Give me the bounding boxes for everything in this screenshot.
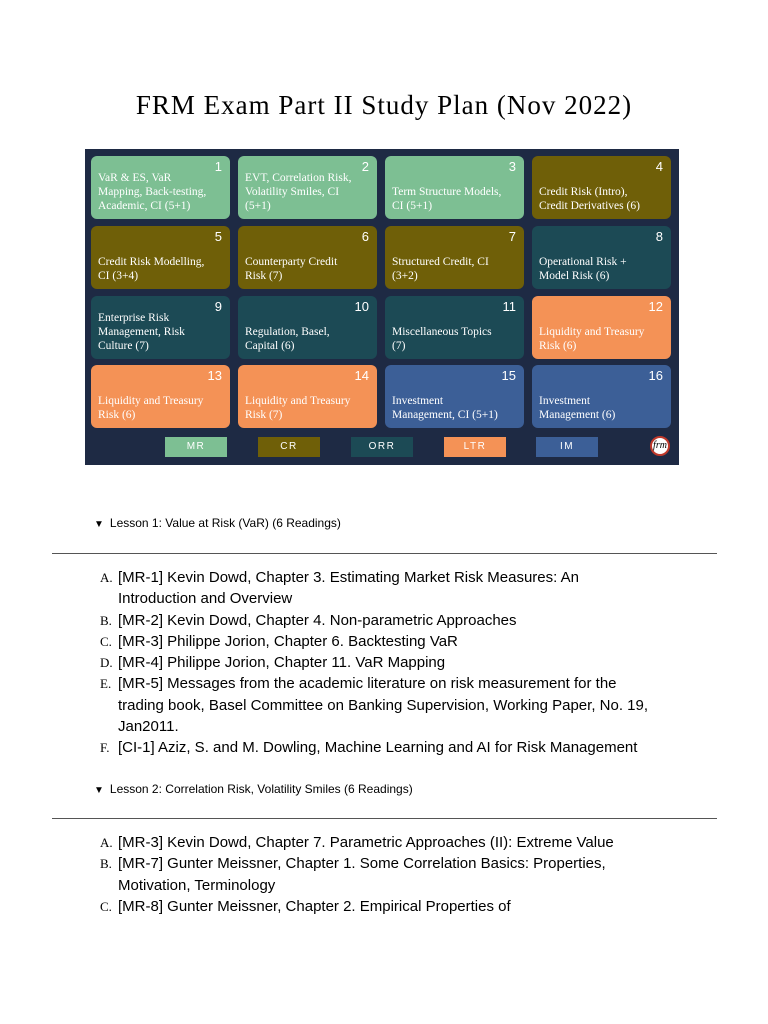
tile-label: Term Structure Models, CI (5+1) [392,186,502,212]
list-marker: A. [100,570,113,585]
legend-im: IM [536,437,598,457]
lesson-1-title: Lesson 1: Value at Risk (VaR) (6 Readings) [109,516,341,530]
reading-text: [MR-7] Gunter Meissner, Chapter 1. Some Correlation Basics: Properties, Motivation, Terminology [118,855,606,894]
lesson-1-readings [100,567,658,759]
reading-text: [MR-8] Gunter Meissner, Chapter 2. Empirical Properties of [118,897,511,915]
tile-label: Enterprise Risk Management, Risk Culture (7) [98,312,185,352]
lesson-1-heading[interactable] [94,516,341,530]
tile-6 [238,226,377,289]
reading-text: [MR-1] Kevin Dowd, Chapter 3. Estimating Market Risk Measures: An Introduction and Overview [118,569,580,608]
frm-logo-icon: frm [650,436,670,456]
list-marker: D. [100,655,113,671]
tile-number: 8 [655,229,663,244]
list-item [100,853,658,896]
tile-16 [532,365,671,428]
tile-9 [91,296,230,359]
reading-text: [CI-1] Aziz, S. and M. Dowling, Machine Learning and AI for Risk Management [118,739,638,757]
list-item [100,610,658,631]
tile-label: Investment Management (6) [539,395,616,421]
reading-text: [MR-4] Philippe Jorion, Chapter 11. VaR Mapping [118,654,446,672]
page-title: FRM Exam Part II Study Plan (Nov 2022) [135,90,633,120]
list-item [100,832,658,853]
legend-ltr: LTR [444,437,506,457]
tile-label: Structured Credit, CI (3+2) [392,256,489,282]
reading-text: [MR-3] Philippe Jorion, Chapter 6. Backtesting VaR [118,632,458,650]
lesson-2-title: Lesson 2: Correlation Risk, Volatility Smiles (6 Readings) [109,782,413,796]
legend-orr: ORR [351,437,413,457]
tile-number: 11 [502,299,516,314]
tile-label: Liquidity and Treasury Risk (6) [98,395,204,421]
legend-cr: CR [258,437,320,457]
study-plan-grid [85,149,679,465]
tile-label: Counterparty Credit Risk (7) [245,256,338,282]
tile-label: Credit Risk (Intro), Credit Derivatives (6) [539,186,640,212]
collapse-triangle-icon[interactable]: ▼ [94,519,104,530]
list-item [100,631,658,652]
tile-number: 5 [214,229,222,244]
list-item [100,896,658,917]
tile-10 [238,296,377,359]
tile-13 [91,365,230,428]
tile-8 [532,226,671,289]
tile-label: Investment Management, CI (5+1) [392,395,498,421]
tile-15 [385,365,524,428]
tile-4 [532,156,671,219]
tile-3 [385,156,524,219]
legend-mr: MR [165,437,227,457]
tile-label: Regulation, Basel, Capital (6) [245,326,330,352]
collapse-triangle-icon[interactable]: ▼ [94,785,104,796]
tile-number: 1 [214,159,222,174]
reading-text: [MR-5] Messages from the academic literature on risk measurement for the trading book, Basel Committee on Banking Supervision, Working Paper, No. 19, Jan2011. [118,675,649,736]
tile-number: 14 [354,368,369,383]
tile-14 [238,365,377,428]
tile-number: 6 [361,229,369,244]
tile-label: Liquidity and Treasury Risk (7) [245,395,351,421]
divider [52,553,717,554]
tile-number: 2 [361,159,369,174]
tile-label: Miscellaneous Topics (7) [392,326,492,352]
reading-text: [MR-3] Kevin Dowd, Chapter 7. Parametric Approaches (II): Extreme Value [118,834,614,851]
reading-text: [MR-2] Kevin Dowd, Chapter 4. Non-parametric Approaches [118,611,517,629]
tile-number: 4 [655,159,663,174]
list-marker: F. [100,740,110,756]
tile-label: VaR & ES, VaR Mapping, Back-testing, Academic, CI (5+1) [98,172,207,212]
tile-11 [385,296,524,359]
list-item [100,737,658,758]
tile-7 [385,226,524,289]
tile-label: Liquidity and Treasury Risk (6) [539,326,645,352]
tile-number: 16 [648,368,663,383]
list-marker: E. [100,676,112,692]
tile-label: EVT, Correlation Risk, Volatility Smiles, CI (5+1) [245,172,352,212]
tile-5 [91,226,230,289]
list-marker: C. [100,898,112,914]
tile-number: 12 [648,299,663,314]
divider [52,818,717,819]
tile-number: 10 [354,299,369,314]
tile-1 [91,156,230,219]
tile-number: 15 [501,368,516,383]
tile-number: 3 [508,159,516,174]
list-marker: B. [100,856,112,872]
tile-number: 9 [214,299,222,314]
tile-number: 13 [207,368,222,383]
list-marker: A. [100,835,113,850]
list-item [100,652,658,673]
lesson-2-heading[interactable] [94,782,413,796]
tile-number: 7 [508,229,516,244]
tile-label: Operational Risk + Model Risk (6) [539,256,627,282]
tile-2 [238,156,377,219]
list-item [100,567,658,610]
list-marker: B. [100,612,112,628]
lesson-2-readings [100,832,658,917]
list-item [100,673,658,737]
tile-label: Credit Risk Modelling, CI (3+4) [98,256,205,282]
tile-12 [532,296,671,359]
list-marker: C. [100,633,112,649]
